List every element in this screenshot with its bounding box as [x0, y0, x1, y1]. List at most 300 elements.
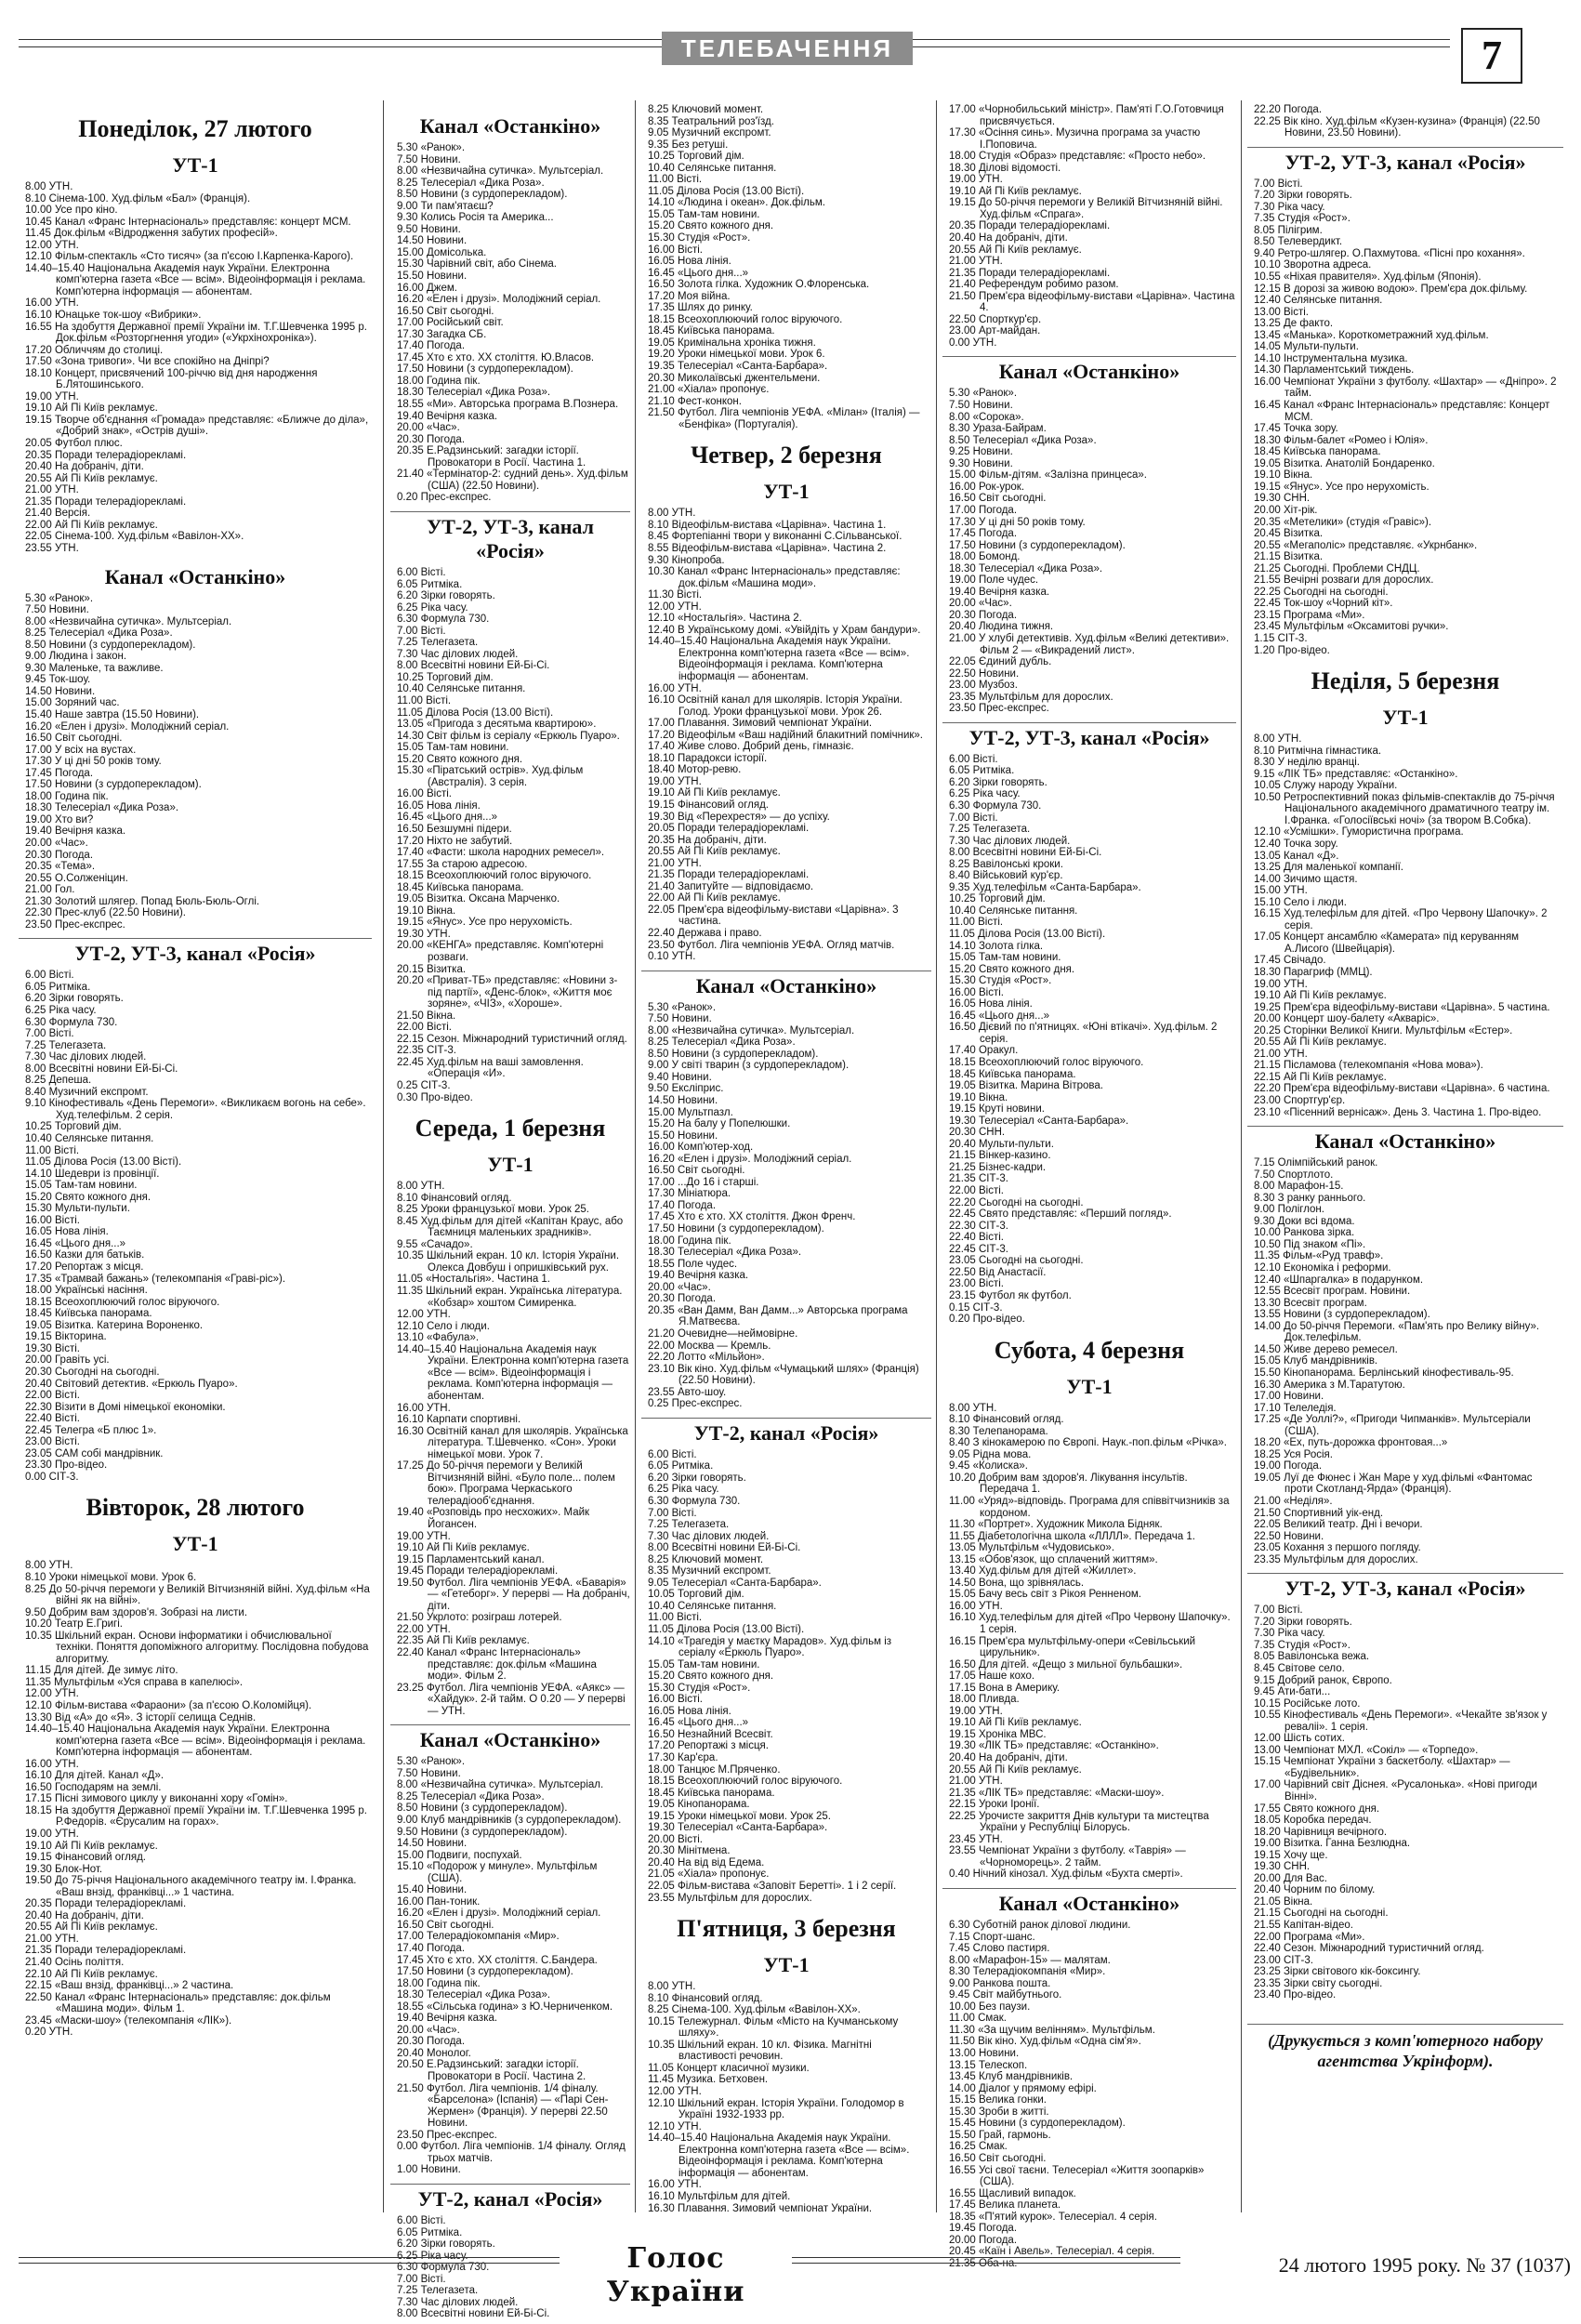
- listing-entry: 23.55 Чемпіонат України з футболу. «Таврія» — «Чорноморець». 2 тайм.: [949, 1845, 1186, 1868]
- listing-entry: 17.30 У ці дні 50 років тому.: [949, 516, 1086, 528]
- listing-entry: 8.00 УТН.: [648, 1981, 696, 1993]
- channel-heading: УТ-2, УТ-3, канал «Росія»: [942, 722, 1236, 750]
- listing-entry: 12.00 Шість сотих.: [1254, 1733, 1345, 1745]
- channel-heading: Канал «Останкіно»: [104, 564, 286, 588]
- listing-entry: 7.30 Час ділових людей.: [25, 1051, 147, 1063]
- listing-entry: 8.25 Телесеріал «Дика Роза».: [25, 627, 173, 640]
- listing-entry: 20.35 «Тема».: [25, 861, 96, 873]
- listing-entry: 11.00 Вісті.: [648, 1612, 703, 1624]
- listing-entry: 15.30 Зроби в житті.: [949, 2106, 1049, 2118]
- listing-entry: 20.55 Ай Пі Київ рекламує.: [949, 1763, 1082, 1776]
- listing-entry: 8.25 Телесеріал «Дика Роза».: [648, 1037, 796, 1049]
- listing-entry: 20.00 «Час».: [25, 837, 88, 849]
- listing-entry: 6.20 Зірки говорять.: [397, 590, 495, 602]
- listing-entry: 17.40 «Фасти: школа народних ремесел».: [397, 847, 605, 859]
- listing-entry: 17.50 «Зона тривоги». Чи все спокійно на Дніпрі?: [25, 356, 270, 368]
- listing-entry: 20.55 Ай Пі Київ рекламує.: [25, 472, 158, 484]
- listing-entry: 21.30 Золотий шлягер. Попад Бюль-Бюль-Оглі.: [25, 895, 260, 907]
- listing-entry: 6.00 Вісті.: [397, 2214, 446, 2226]
- listing-entry: 18.15 Всеохоплюючий голос віруючого.: [949, 1057, 1144, 1069]
- listing-entry: 11.05 Ділова Росія (13.00 Вісті).: [648, 185, 805, 197]
- listing-entry: 8.00 УТН.: [949, 1402, 997, 1414]
- listing-entry: 16.00 Вісті.: [949, 986, 1004, 998]
- listing-entry: 17.20 Моя війна.: [648, 290, 731, 302]
- listing-entry: 16.00 УТН.: [648, 2179, 702, 2191]
- listing-entry: 10.25 Торговий дім.: [25, 1121, 122, 1133]
- listing-entry: 23.50 Прес-експрес.: [949, 703, 1049, 715]
- listing-entry: 18.25 Уся Росія.: [1254, 1448, 1333, 1460]
- listing-entry: 18.55 «Сільська година» з Ю.Черниченком.: [397, 2000, 613, 2013]
- listing-entry: 9.30 Новини.: [949, 457, 1013, 469]
- listing-entry: 19.10 Вікна.: [949, 1091, 1008, 1103]
- listing-entry: 11.05 Ділова Росія (13.00 Вісті).: [949, 929, 1106, 940]
- listing-entry: 16.55 На здобуття Державної премії України ім. Т.Г.Шевченка 1995 р. Док.фільм «Розторгнення угоди» («Укрхінохроніка»).: [25, 321, 367, 345]
- listing-entry: 20.00 «КЕНГА» представляє. Комп'ютерні розваги.: [397, 940, 604, 963]
- listing-entry: 11.55 Діабетологічна школа «ЛЛЛЛ». Передача 1.: [949, 1530, 1195, 1542]
- listing-entry: 15.20 Свято кожного дня.: [25, 1191, 152, 1203]
- listing-entry: 19.15 Парламентський канал.: [397, 1553, 545, 1565]
- listing-entry: 19.30 СНН.: [1254, 1861, 1311, 1873]
- listing-entry: 21.35 Поради телерадіорекламі.: [25, 1945, 187, 1957]
- listing-entry: 16.00 Вісті.: [397, 788, 452, 800]
- listing-entry: 20.20 «Приват-ТБ» представляє: «Новини з-під партії», «Денс-блок», «Життя моє зоряне», «ЧІЗ», «Хороше».: [397, 975, 618, 1010]
- listing-entry: 17.50 Новини (з сурдоперекладом).: [648, 1223, 824, 1235]
- listing-entry: 22.25 Сьогодні на сьогодні.: [1254, 586, 1389, 598]
- listing-entry: 16.50 Світ сьогодні.: [648, 1165, 745, 1177]
- listing-entry: 16.30 Освітній канал для школярів. Українська література. Т.Шевченко. «Сон». Уроки німецької мови. Урок 7.: [397, 1425, 628, 1460]
- listing-entry: 15.10 «Подорож у минуле». Мультфільм (США).: [397, 1861, 598, 1884]
- listing-entry: 18.30 Телесеріал «Дика Роза».: [648, 1247, 802, 1259]
- listing-entry: 22.40 Сезон. Міжнародний туристичний огляд.: [1254, 1943, 1484, 1955]
- listing-entry: 16.00 Вісті.: [25, 1214, 80, 1226]
- listing-entry: 14.50 Новини.: [648, 1095, 718, 1107]
- listing-entry: 19.30 СНН.: [1254, 493, 1311, 505]
- listing-entry: 11.35 Фільм-«Руд травф».: [1254, 1250, 1384, 1262]
- listing-entry: 23.05 Сьогодні на сьогодні.: [949, 1255, 1084, 1267]
- listing-entry: 10.00 Без паузи.: [949, 2000, 1031, 2013]
- listing-entry: 21.15 Вінкер-казино.: [949, 1150, 1051, 1162]
- listing-entry: 7.30 Ріка часу.: [1254, 1628, 1325, 1640]
- listing-entry: 16.50 Для дітей. «Дещо з мильної бульбашки».: [949, 1658, 1183, 1670]
- listing-entry: 9.30 Маленьке, та важливе.: [25, 662, 164, 674]
- listing-entry: 21.40 Осінь поліття.: [25, 1957, 125, 1969]
- listing-entry: 8.05 Вавілонська вежа.: [1254, 1651, 1370, 1663]
- listing-entry: 7.00 Вісті.: [949, 812, 998, 824]
- listing-entry: 18.15 Всеохоплюючий голос віруючого.: [648, 313, 843, 325]
- listing-entry: 10.40 Селянське питання.: [648, 162, 777, 174]
- listing-entry: 18.45 Київська панорама.: [25, 1308, 152, 1320]
- listing-entry: 7.00 Вісті.: [1254, 178, 1303, 190]
- listing-entry: 10.00 Ранкова зірка.: [1254, 1227, 1355, 1239]
- day-heading: П'ятниця, 3 березня: [677, 1915, 896, 1943]
- channel-heading: УТ-2, канал «Росія»: [641, 1418, 931, 1446]
- listing-entry: 20.30 Мінітмена.: [648, 1845, 731, 1857]
- listing-entry: 20.00 Погода.: [949, 2234, 1018, 2246]
- listing-entry: 18.10 Парадокси історії.: [648, 752, 768, 764]
- listing-entry: 7.00 Вісті.: [397, 2273, 446, 2285]
- listing-entry: 16.00 УТН.: [397, 1402, 451, 1414]
- listing-entry: 18.00 Бомонд.: [949, 551, 1021, 563]
- listing-entry: 16.15 Худ.телефільм для дітей. «Про Червону Шапочку». 2 серія.: [1254, 908, 1548, 931]
- listing-entry: 19.05 Візитка. Катерина Вороненко.: [25, 1319, 204, 1331]
- listing-entry: 13.30 Всесвіт програм.: [1254, 1297, 1367, 1309]
- listing-entry: 23.55 УТН.: [25, 542, 79, 554]
- listing-entry: 19.20 Уроки німецької мови. Урок 6.: [648, 349, 825, 361]
- listing-entry: 19.15 Фінансовий огляд.: [25, 1852, 146, 1864]
- listing-entry: 0.00 СІТ-3.: [25, 1471, 79, 1483]
- listing-entry: 20.30 Погода.: [949, 609, 1018, 621]
- listing-entry: 7.50 Новини.: [949, 400, 1013, 412]
- listing-entry: 21.50 Спортивний уік-енд.: [1254, 1507, 1384, 1519]
- listing-entry: 9.30 Кінопроба.: [648, 554, 725, 566]
- listing-entry: 12.55 Всесвіт програм. Новини.: [1254, 1286, 1411, 1298]
- listing-entry: 14.00 До 50-річчя Перемоги. «Пам'ять про Велику війну». Док.телефільм.: [1254, 1320, 1540, 1344]
- listing-entry: 22.15 Сезон. Міжнародний туристичний огляд.: [397, 1033, 627, 1045]
- listing-entry: 11.05 «Ностальгія». Частина 1.: [397, 1274, 550, 1286]
- listing-entry: 17.45 Точка зору.: [1254, 423, 1338, 435]
- listing-entry: 16.20 «Елен і друзі». Молодіжний серіал.: [25, 720, 230, 733]
- listing-entry: 11.35 Шкільний екран. Українська література. «Кобзар» хоштом Симиренка.: [397, 1286, 623, 1309]
- listing-entry: 23.50 Футбол. Ліга чемпіонів УЕФА. Огляд матчів.: [648, 939, 895, 951]
- listing-entry: 8.05 Пілігрим.: [1254, 224, 1323, 236]
- listing-entry: 10.55 Кінофестиваль «День Перемоги». «Чекайте зв'язок у реваліі». 1 серія.: [1254, 1710, 1548, 1733]
- listing-entry: 22.50 Новини.: [1254, 1530, 1324, 1542]
- listing-entry: 22.05 Фільм-вистава «Заповіт Беретті». 1 і 2 серії.: [648, 1881, 897, 1893]
- listing-entry: 14.05 Мульти-пульти.: [1254, 341, 1359, 353]
- listing-entry: 23.15 Програма «Ми».: [1254, 609, 1365, 621]
- listing-entry: 23.05 САМ собі мандрівник.: [25, 1447, 164, 1459]
- listing-entry: 7.00 Вісті.: [397, 625, 446, 637]
- listing-entry: 23.55 Авто-шоу.: [648, 1386, 727, 1398]
- listing-entry: 7.45 Слово пастиря.: [949, 1943, 1050, 1955]
- listing-entry: 5.30 «Ранок».: [648, 1001, 717, 1013]
- listing-entry: 9.35 Худ.телефільм «Санта-Барбара».: [949, 881, 1141, 893]
- listing-entry: 5.30 «Ранок».: [25, 592, 94, 604]
- listing-entry: 19.05 Кінопанорама.: [648, 1799, 750, 1811]
- listing-entry: 16.00 Рок-урок.: [949, 481, 1025, 493]
- listing-entry: 20.00 Гравіть усі.: [25, 1354, 110, 1367]
- listing-entry: 7.50 Спортлото.: [1254, 1169, 1334, 1181]
- column-divider: [383, 100, 384, 2212]
- listing-entry: 18.30 Телесеріал «Дика Роза».: [949, 562, 1103, 574]
- listing-entry: 21.35 Поради телерадіорекламі.: [25, 495, 187, 508]
- listing-entry: 23.05 Кохання з першого погляду.: [1254, 1542, 1421, 1554]
- listing-entry: 16.00 УТН.: [25, 297, 79, 310]
- listing-entry: 17.00 У всіх на вустах.: [25, 744, 137, 756]
- listing-entry: 9.50 Новини (з сурдоперекладом).: [397, 1826, 568, 1838]
- listing-entry: 21.50 Вікна.: [397, 1010, 456, 1022]
- listing-entry: 7.00 Вісті.: [1254, 1604, 1303, 1617]
- listing-entry: 19.10 Ай Пі Київ рекламує.: [949, 185, 1082, 197]
- listing-entry: 9.50 Добрим вам здоров'я. Зобразі на листи.: [25, 1606, 248, 1618]
- listing-entry: 17.20 Репортажі з місця.: [648, 1740, 769, 1752]
- listing-entry: 17.45 Велика планета.: [949, 2199, 1061, 2212]
- listing-entry: 18.20 Чарівниця вечірного.: [1254, 1826, 1388, 1838]
- listing-entry: 5.30 «Ранок».: [397, 1756, 466, 1768]
- listing-entry: 8.50 Телевердикт.: [1254, 236, 1343, 248]
- listing-entry: 16.45 «Цього дня...»: [949, 1010, 1050, 1022]
- listing-entry: 16.30 Плавання. Зимовий чемпіонат України.: [648, 2202, 873, 2214]
- listing-entry: 8.10 Уроки німецької мови. Урок 6.: [25, 1571, 197, 1583]
- day-heading: Субота, 4 березня: [994, 1336, 1185, 1364]
- listing-entry: 19.15 «Янус». Усе про нерухомість.: [397, 917, 573, 929]
- listing-entry: 9.10 Кінофестиваль «День Перемоги». «Викликаєм вогонь на себе». Худ.телефільм. 2 серія.: [25, 1098, 366, 1121]
- listing-entry: 8.55 Відеофільм-вистава «Царівна». Частина 2.: [648, 542, 887, 554]
- listing-entry: 20.00 Хіт-рік.: [1254, 504, 1318, 516]
- listing-entry: 6.05 Ритміка.: [25, 981, 91, 993]
- listing-entry: 23.00 Арт-майдан.: [949, 325, 1041, 337]
- listing-entry: 21.40 Референдум робимо разом.: [949, 279, 1119, 291]
- listing-entry: 17.25 До 50-річчя перемоги у Великій Вітчизняній війні. «Було поле... полем бою». Програма Черкаського телерадіооб'єднання.: [397, 1460, 615, 1507]
- listing-entry: 19.25 Прем'єра відеофільму-вистави «Царівна». 5 частина.: [1254, 1001, 1550, 1013]
- listing-entry: 12.40 Селянське питання.: [1254, 295, 1383, 307]
- listing-entry: 19.15 До 50-річчя перемоги у Великій Вітчизняній війні. Худ.фільм «Спрага».: [949, 197, 1223, 220]
- listing-entry: 19.10 Вікна.: [1254, 469, 1313, 482]
- listing-entry: 19.30 Від «Перехрестя» — до успіху.: [648, 811, 830, 823]
- listing-entry: 23.00 Вісті.: [949, 1278, 1004, 1290]
- listing-entry: 7.25 Телегазета.: [25, 1039, 107, 1051]
- listing-entry: 1.00 Новини.: [397, 2164, 461, 2176]
- listing-entry: 15.20 Свято кожного дня.: [648, 1670, 774, 1683]
- listing-entry: 6.25 Ріка часу.: [397, 2250, 468, 2262]
- listing-entry: 20.40 Людина тижня.: [949, 621, 1054, 633]
- listing-entry: 12.00 УТН.: [397, 1309, 451, 1321]
- listing-entry: 15.00 Фільм-дітям. «Залізна принцеса».: [949, 469, 1147, 482]
- listing-entry: 22.05 Єдиний дубль.: [949, 656, 1052, 668]
- listing-entry: 19.45 Погода.: [949, 2223, 1018, 2235]
- listing-entry: 18.55 Поле чудес.: [648, 1258, 738, 1270]
- listing-entry: 20.05 Поради телерадіорекламі.: [648, 823, 810, 835]
- listing-entry: 19.15 Фінансовий огляд.: [648, 799, 769, 811]
- listing-entry: 22.10 Ай Пі Київ рекламує.: [25, 1968, 158, 1980]
- listing-entry: 20.00 Вісті.: [648, 1833, 703, 1845]
- listing-entry: 20.35 Поради телерадіорекламі.: [25, 449, 187, 461]
- listing-entry: 14.40–15.40 Національна Академія наук України. Електронна комп'ютерна газета «Все — всім». Відеоінформація і реклама. Комп'ютерна інформація — абонентам.: [648, 636, 910, 682]
- listing-entry: 10.05 Торговий дім.: [648, 1589, 744, 1601]
- listing-entry: 19.00 УТН.: [25, 390, 79, 403]
- listing-entry: 19.15 «Янус». Усе про нерухомість.: [1254, 481, 1429, 493]
- listing-entry: 16.05 Нова лінія.: [25, 1226, 109, 1238]
- listing-entry: 16.50 Світ сьогодні.: [397, 305, 494, 317]
- listing-entry: 8.00 Марафон-15.: [1254, 1181, 1344, 1193]
- listing-entry: 23.10 Вік кіно. Худ.фільм «Чумацький шлях» (Франція) (22.50 Новини).: [648, 1363, 919, 1387]
- listing-entry: 20.00 «Час».: [949, 598, 1012, 610]
- listing-entry: 9.55 «Сачадо».: [397, 1238, 473, 1250]
- listing-entry: 21.00 УТН.: [1254, 1048, 1308, 1060]
- channel-heading: УТ-1: [172, 1532, 218, 1556]
- listing-entry: 7.25 Телегазета.: [397, 2285, 479, 2297]
- listing-entry: 20.40 На добраніч, діти.: [949, 1752, 1068, 1763]
- listing-entry: 9.15 «ЛІК ТБ» представляє: «Останкіно».: [1254, 768, 1458, 780]
- listing-entry: 21.35 Оба-на.: [949, 2257, 1018, 2269]
- listing-entry: 23.50 Прес-експрес.: [397, 2129, 497, 2141]
- listing-entry: 12.10 УТН.: [648, 2120, 702, 2133]
- listing-entry: 13.00 Чемпіонат МХЛ. «Сокіл» — «Торпедо».: [1254, 1744, 1479, 1756]
- listing-entry: 14.10 Інструментальна музика.: [1254, 352, 1408, 364]
- listing-entry: 8.50 Новини (з сурдоперекладом).: [397, 189, 568, 201]
- listing-entry: 7.30 Час ділових людей.: [949, 835, 1071, 847]
- listing-entry: 22.15 Ай Пі Київ рекламує.: [1254, 1071, 1387, 1083]
- listing-entry: 17.45 Хто є хто. XX століття. С.Бандера.: [397, 1954, 598, 1966]
- listing-entry: 20.25 Сторінки Великої Книги. Мультфільм «Естер».: [1254, 1024, 1513, 1037]
- listing-entry: 10.25 Торговий дім.: [648, 151, 744, 163]
- listing-entry: 14.10 «Людина і океан». Док.фільм.: [648, 197, 825, 209]
- listing-entry: 8.50 Телесеріал «Дика Роза».: [949, 434, 1097, 446]
- listing-entry: 20.35 Е.Радзинський: загадки історії. Провокатори в Росії. Частина 1.: [397, 445, 586, 469]
- listing-entry: 8.50 Новини (з сурдоперекладом).: [648, 1048, 819, 1060]
- listing-entry: 16.50 Світ сьогодні.: [25, 733, 123, 745]
- listing-entry: 10.45 Канал «Франс Інтернасіональ» представляє: концерт МСМ.: [25, 216, 351, 228]
- listing-entry: 6.30 Формула 730.: [397, 614, 490, 626]
- listing-entry: 17.45 Хто є хто. XX століття. Джон Френч.: [648, 1211, 856, 1223]
- listing-entry: 20.30 Погода.: [25, 849, 94, 861]
- listing-entry: 17.10 Телеледія.: [1254, 1402, 1337, 1414]
- listing-entry: 8.35 Музичний експромт.: [648, 1565, 771, 1578]
- listing-entry: 18.45 Київська панорама.: [648, 1787, 775, 1799]
- channel-heading: УТ-2, УТ-3, канал «Росія»: [1247, 147, 1563, 175]
- listing-entry: 10.35 Шкільний екран. 10 кл. Фізика. Магнітні властивості речовин.: [648, 2039, 872, 2063]
- channel-heading: УТ-2, УТ-3, канал «Росія»: [1247, 1573, 1563, 1601]
- listing-entry: 16.45 Канал «Франс Інтернасіональ» представляє: Концерт МСМ.: [1254, 400, 1550, 423]
- listing-entry: 16.25 Смак.: [949, 2141, 1008, 2153]
- listing-entry: 16.15 Прем'єра мультфільму-опери «Севільський цирульник».: [949, 1635, 1196, 1659]
- listing-entry: 16.05 Нова лінія.: [397, 799, 481, 812]
- listing-entry: 20.30 Сьогодні на сьогодні.: [25, 1366, 160, 1378]
- listing-entry: 15.30 Студія «Рост».: [648, 1682, 751, 1694]
- issue-date: 24 лютого 1995 року. № 37 (1037): [1180, 2251, 1571, 2279]
- listing-entry: 15.00 Мультпазл.: [648, 1106, 733, 1118]
- listing-entry: 15.50 Кінопанорама. Берлінський кінофестиваль-95.: [1254, 1367, 1514, 1379]
- channel-heading: УТ-1: [1066, 1374, 1113, 1398]
- listing-entry: 12.10 Шкільний екран. Історія України. Голодомор в Україні 1932-1933 рр.: [648, 2097, 904, 2121]
- listing-entry: 8.25 Ключовий момент.: [648, 104, 764, 115]
- listing-entry: 12.40 В Українському домі. «Увійдіть у Храм бандури».: [648, 624, 921, 636]
- listing-entry: 9.45 «Колиска».: [949, 1460, 1028, 1472]
- listing-entry: 16.10 Карпати спортивні.: [397, 1414, 521, 1426]
- listing-entry: 22.50 Від Анастасії.: [949, 1266, 1047, 1278]
- listing-entry: 21.00 У хлубі детективів. Худ.фільм «Великі детективи». Фільм 2 — «Викрадений лист».: [949, 632, 1230, 656]
- listing-entry: 19.30 Вісті.: [25, 1342, 80, 1354]
- listing-entry: 12.10 «Усмішки». Гумористична програма.: [1254, 826, 1464, 838]
- listing-entry: 11.15 Для дітей. Де зимує літо.: [25, 1665, 178, 1677]
- listing-entry: 20.30 Миколаївські джентельмени.: [648, 372, 821, 384]
- listing-entry: 23.15 Футбол як футбол.: [949, 1289, 1072, 1301]
- listing-entry: 22.50 Новини.: [949, 667, 1020, 680]
- listing-entry: 6.20 Зірки говорять.: [25, 993, 124, 1005]
- listing-entry: 17.50 Новини (з сурдоперекладом).: [397, 1966, 573, 1978]
- channel-heading: УТ-1: [487, 1153, 534, 1177]
- listing-entry: 18.40 Мотор-ревю.: [648, 764, 742, 776]
- listing-entry: 23.35 Зірки світу сьогодні.: [1254, 1977, 1383, 1989]
- listing-entry: 18.45 Київська панорама.: [1254, 446, 1381, 458]
- listing-entry: 23.35 Мультфільм для дорослих.: [1254, 1553, 1418, 1565]
- listing-entry: 18.15 Всеохоплюючий голос віруючого.: [25, 1296, 220, 1308]
- channel-heading: Канал «Останкіно»: [1247, 1126, 1563, 1154]
- listing-entry: 21.50 Футбол. Ліга чемпіонів УЕФА. «Мілан» (Італія) — «Бенфіка» (Португалія).: [648, 407, 920, 430]
- listing-entry: 18.00 Година пік.: [25, 790, 109, 802]
- listing-entry: 11.05 Ділова Росія (13.00 Вісті).: [397, 706, 554, 719]
- listing-entry: 17.00 Новини.: [1254, 1391, 1324, 1403]
- listing-entry: 21.00 УТН.: [949, 1776, 1003, 1788]
- listing-entry: 15.05 Клуб мандрівників.: [1254, 1355, 1378, 1367]
- listing-entry: 18.10 Концерт, присвячений 100-річчю від дня народження Б.Лятошинського.: [25, 367, 318, 391]
- listing-entry: 22.20 Прем'єра відеофільму-вистави «Царівна». 6 частина.: [1254, 1083, 1550, 1095]
- listing-entry: 13.45 Клуб мандрівників.: [949, 2071, 1074, 2083]
- listing-entry: 7.00 Вісті.: [25, 1028, 74, 1040]
- listing-entry: 21.00 УТН.: [25, 484, 79, 496]
- listing-entry: 9.00 Поліглон.: [1254, 1204, 1324, 1216]
- listing-entry: 16.00 Комп'ютер-ход.: [648, 1142, 754, 1154]
- listing-entry: 7.25 Телегазета.: [397, 637, 479, 649]
- listing-entry: 9.00 У світі тварин (з сурдоперекладом).: [648, 1060, 850, 1072]
- listing-entry: 19.10 Ай Пі Київ рекламує.: [25, 403, 158, 415]
- listing-entry: 19.00 Погода.: [1254, 1460, 1323, 1472]
- listing-entry: 20.30 Погода.: [648, 1293, 717, 1305]
- listing-entry: 19.00 УТН.: [949, 1705, 1003, 1717]
- listing-entry: 20.55 Ай Пі Київ рекламує.: [1254, 1037, 1387, 1049]
- listing-entry: 19.30 УТН.: [397, 928, 451, 940]
- listing-entry: 17.00 Плавання. Зимовий чемпіонат України.: [648, 718, 873, 730]
- channel-heading: УТ-2, УТ-3, канал «Росія»: [390, 511, 630, 563]
- listing-entry: 22.20 Погода.: [1254, 104, 1323, 115]
- listing-entry: 13.00 Вісті.: [1254, 306, 1309, 318]
- listing-entry: 9.05 Музичний експромт.: [648, 127, 771, 139]
- listing-entry: 8.25 Уроки французької мови. Урок 25.: [397, 1204, 589, 1216]
- listing-entry: 17.50 Новини (з сурдоперекладом).: [949, 539, 1126, 551]
- listing-entry: 9.30 Колись Росія та Америка...: [397, 212, 554, 224]
- listing-entry: 8.00 «Незвичайна сутичка». Мультсеріал.: [397, 165, 604, 178]
- listing-entry: 23.45 «Маски-шоу» (телекомпанія «ЛІК»).: [25, 2014, 232, 2027]
- listing-entry: 16.05 Нова лінія.: [648, 1705, 731, 1717]
- listing-entry: 19.10 Ай Пі Київ рекламує.: [949, 1717, 1082, 1729]
- listing-entry: 12.00 УТН.: [648, 601, 702, 613]
- listing-entry: 9.45 Світ майбутнього.: [949, 1989, 1062, 2001]
- listing-entry: 19.35 Телесеріал «Санта-Барбара».: [648, 361, 828, 373]
- listing-entry: 18.30 Парагриф (ММЦ).: [1254, 967, 1373, 978]
- listing-entry: 0.30 Про-відео.: [397, 1091, 473, 1103]
- listing-entry: 8.45 Фортепіанні твори у виконанні С.Сільванської.: [648, 531, 902, 543]
- listing-entry: 20.00 Концерт шоу-балету «Акваріс».: [1254, 1013, 1440, 1025]
- listing-entry: 9.45 Ати-бати...: [1254, 1686, 1331, 1698]
- listing-entry: 22.20 Лотто «Мільйон».: [648, 1352, 765, 1364]
- listing-entry: 20.30 Погода.: [397, 433, 466, 445]
- listing-entry: 7.35 Студія «Рост».: [1254, 1639, 1350, 1651]
- listing-entry: 7.20 Зірки говорять.: [1254, 190, 1352, 202]
- listing-entry: 22.35 СІТ-3.: [397, 1045, 456, 1057]
- listing-entry: 17.00 «Чорнобильський міністр». Пам'яті Г.О.Готовчиця присвячується.: [949, 104, 1224, 127]
- listing-entry: 8.00 УТН.: [397, 1181, 445, 1193]
- listing-entry: 14.00 Діалог у прямому ефірі.: [949, 2082, 1097, 2094]
- listing-entry: 17.35 Шлях до ринку.: [648, 302, 753, 314]
- listing-entry: 7.15 Спорт-шанс.: [949, 1931, 1035, 1943]
- listing-entry: 10.25 Торговий дім.: [949, 893, 1046, 905]
- listing-entry: 14.40–15.40 Національна Академія наук України. Електронна комп'ютерна газета «Все — всім». Відеоінформація і реклама. Комп'ютерна інформація — абонентам.: [25, 1723, 366, 1759]
- listing-entry: 7.35 Студія «Рост».: [1254, 213, 1350, 225]
- listing-entry: 15.40 Наше завтра (15.50 Новини).: [25, 708, 200, 720]
- listing-entry: 0.25 СІТ-3.: [397, 1080, 451, 1092]
- listing-entry: 19.05 Кримінальна хроніка тижня.: [648, 337, 816, 349]
- listing-entry: 20.40 На добраніч, діти.: [25, 461, 144, 473]
- listing-entry: 20.55 Ай Пі Київ рекламує.: [648, 846, 781, 858]
- listing-entry: 0.20 УТН.: [25, 2027, 73, 2039]
- listing-entry: 18.20 «Ех, путь-дорожка фронтовая...»: [1254, 1437, 1448, 1449]
- listing-entry: 18.35 «П'ятий курок». Телесеріал. 4 серія.: [949, 2211, 1157, 2223]
- listing-entry: 8.10 Сінема-100. Худ.фільм «Бал» (Франція).: [25, 192, 251, 205]
- listing-entry: 17.00 Російський світ.: [397, 317, 504, 329]
- listing-entry: 21.50 Футбол. Ліга чемпіонів. 1/4 фіналу. «Барселона» (Іспанія) — «Парі Сен-Жермен» (Франція). У перерві 22.50 Новини.: [397, 2082, 609, 2130]
- listing-entry: 22.25 Вік кіно. Худ.фільм «Кузен-кузина» (Франція) (22.50 Новини, 23.50 Новини).: [1254, 115, 1540, 139]
- channel-heading: Канал «Останкіно»: [419, 114, 601, 138]
